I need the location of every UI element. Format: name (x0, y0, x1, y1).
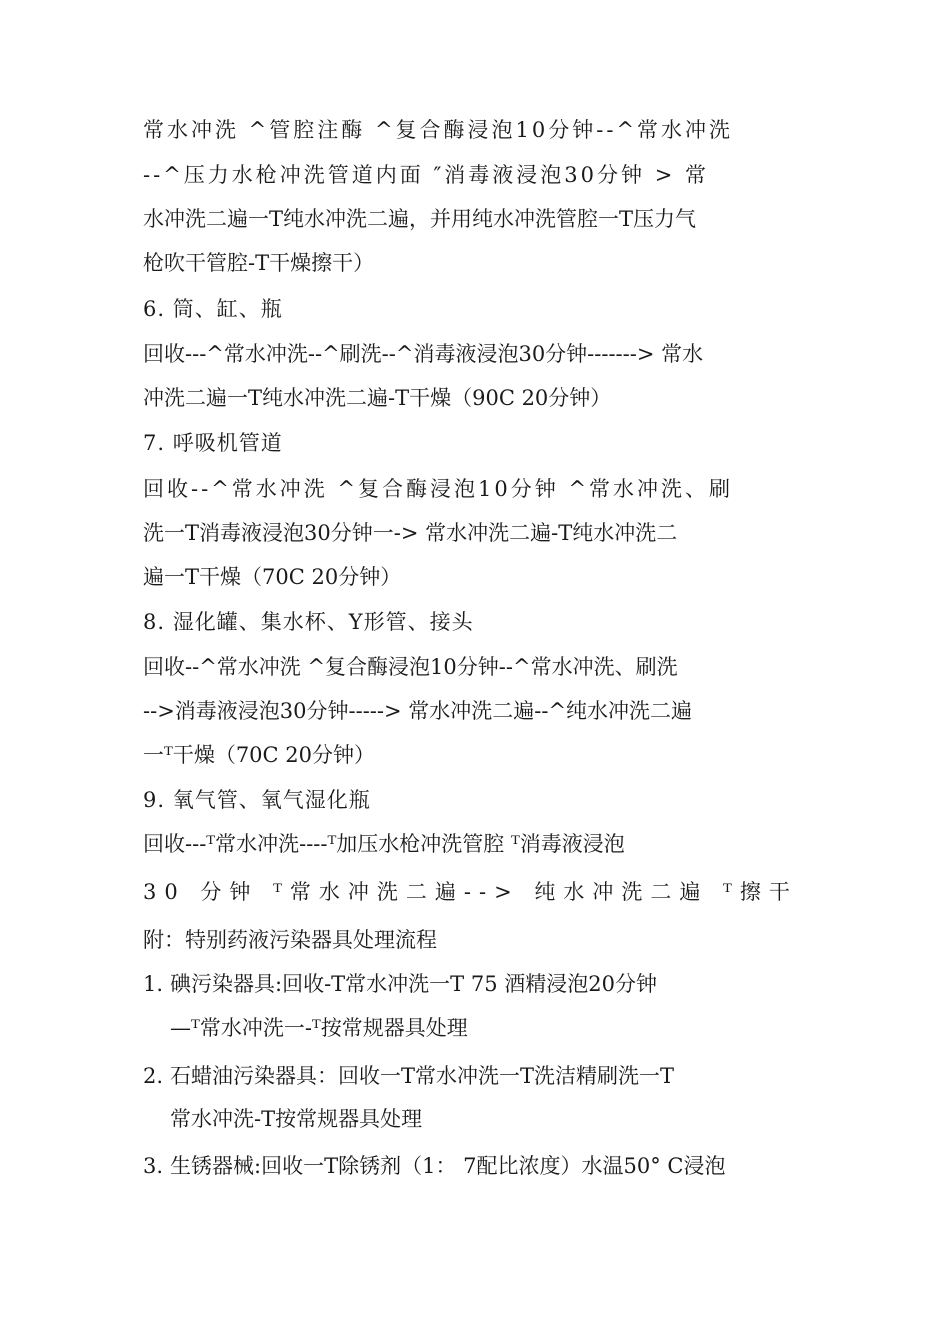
text-line: 枪吹干管腔-T干燥擦干） (143, 251, 375, 275)
text-line: -->消毒液浸泡30分钟-----> 常水冲洗二遍--^纯水冲洗二遍 (143, 699, 693, 723)
text-line: 回收---ᵀ常水冲洗----ᵀ加压水枪冲洗管腔 ᵀ消毒液浸泡 (143, 832, 625, 856)
list-item-line: 生锈器械:回收一T除锈剂（1： 7配比浓度）水温50° C浸泡 (170, 1154, 726, 1178)
text-line: 回收---^常水冲洗--^刷洗--^消毒液浸泡30分钟-------> 常水 (143, 342, 704, 366)
section-heading: 9. 氧气管、氧气湿化瓶 (143, 788, 371, 812)
appendix-heading: 附：特别药液污染器具处理流程 (143, 928, 437, 952)
text-line: 回收--^常水冲洗 ^复合酶浸泡10分钟 ^常水冲洗、刷 (143, 477, 734, 501)
text-line: 冲洗二遍一T纯水冲洗二遍-T干燥（90C 20分钟） (143, 386, 612, 410)
item-number: 2. (143, 1064, 164, 1088)
text-line: 30 分钟 ᵀ常水冲洗二遍--> 纯水冲洗二遍 ᵀ擦干 (143, 880, 798, 904)
item-number: 3. (143, 1154, 164, 1178)
text-line: 一ᵀ干燥（70C 20分钟） (143, 743, 376, 767)
list-item-line: 常水冲洗-T按常规器具处理 (170, 1107, 423, 1131)
list-item-line: 碘污染器具:回收-T常水冲洗一T 75 酒精浸泡20分钟 (170, 972, 657, 996)
section-heading: 6. 筒、缸、瓶 (143, 297, 283, 321)
section-heading: 7. 呼吸机管道 (143, 431, 283, 455)
text-line: 洗一T消毒液浸泡30分钟一-> 常水冲洗二遍-T纯水冲洗二 (143, 521, 678, 545)
text-line: 遍一T干燥（70C 20分钟） (143, 565, 402, 589)
text-line: --^压力水枪冲洗管道内面 ″消毒液浸泡30分钟 > 常 (143, 163, 709, 187)
list-item-line: —ᵀ常水冲洗一-ᵀ按常规器具处理 (170, 1016, 468, 1040)
list-item-line: 石蜡油污染器具：回收一T常水冲洗一T洗洁精刷洗一T (170, 1064, 675, 1088)
section-heading: 8. 湿化罐、集水杯、Y形管、接头 (143, 610, 474, 634)
item-number: 1. (143, 972, 164, 996)
text-line: 常水冲洗 ^管腔注酶 ^复合酶浸泡10分钟--^常水冲洗 (143, 118, 734, 142)
text-line: 回收--^常水冲洗 ^复合酶浸泡10分钟--^常水冲洗、刷洗 (143, 655, 678, 679)
text-line: 水冲洗二遍一T纯水冲洗二遍，并用纯水冲洗管腔一T压力气 (143, 207, 697, 231)
